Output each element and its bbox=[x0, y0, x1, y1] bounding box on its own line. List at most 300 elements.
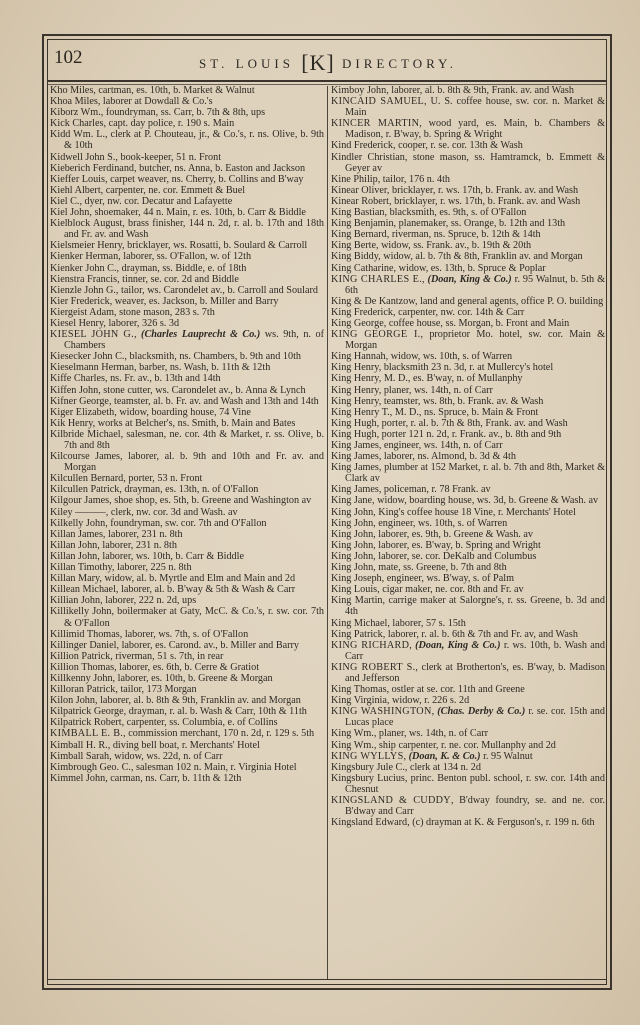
entry-name: King Henry bbox=[331, 395, 379, 407]
entry-details: , ns. Fr. av., b. 13th and 14th bbox=[104, 373, 221, 385]
entry-name: Kimboy John bbox=[331, 85, 387, 96]
entry-details: , ship carpenter, r. ne. cor. Mullanphy and 2d bbox=[373, 739, 556, 751]
entry-details: , proprietor Mo. hotel, sw. cor. Main & Morgan bbox=[345, 329, 605, 352]
entry-details: , drayman, es. 13th, n. of O'Fallon bbox=[119, 484, 259, 496]
entry-details: , commission merchant, 170 n. 2d, r. 129 s. 5th bbox=[123, 728, 315, 740]
directory-entry bbox=[331, 540, 605, 551]
directory-entry bbox=[331, 251, 605, 262]
directory-entry bbox=[331, 140, 605, 151]
entry-name: Kiley ——— bbox=[50, 506, 106, 518]
entry-name: KING WASHINGTON bbox=[331, 706, 432, 718]
entry-name: Kielsmeier Henry bbox=[50, 240, 123, 252]
entry-name: Kingsbury Lucius bbox=[331, 772, 405, 784]
entry-name: King Henry bbox=[331, 373, 379, 385]
directory-entry bbox=[331, 373, 605, 384]
entry-name: KINCAID SAMUEL bbox=[331, 96, 425, 108]
entry-name: Kiel John bbox=[50, 207, 90, 219]
entry-name: King Catharine bbox=[331, 262, 394, 274]
entry-details: r. ws. 10th, b. Wash and Carr bbox=[345, 639, 605, 662]
directory-entry: KING WASHINGTON, (Chas. Derby & Co.) r. se. cor. 15th and Lucas place bbox=[331, 706, 605, 729]
entry-name: KING RICHARD bbox=[331, 639, 410, 651]
directory-entry bbox=[50, 185, 324, 196]
entry-name: KIMBALL E. B. bbox=[50, 728, 124, 740]
entry-name: Killean Michael bbox=[50, 584, 116, 596]
entry-details: , riverman, 51 s. 7th, in rear bbox=[110, 650, 224, 662]
entry-name: Khoa Miles bbox=[50, 96, 98, 108]
entry-name: Kidd Wm. L. bbox=[50, 129, 106, 141]
entry-name: Kilon John bbox=[50, 695, 95, 707]
entry-details: , land and general agents, office P. O. building bbox=[414, 295, 604, 307]
directory-entry bbox=[50, 695, 324, 706]
entry-name: Kingsbury Jule C. bbox=[331, 761, 405, 773]
directory-entry bbox=[331, 695, 605, 706]
entry-name: Kho Miles bbox=[50, 85, 94, 96]
entry-details: , salesman 102 n. Main, r. Virginia Hotel bbox=[130, 761, 297, 773]
directory-entry bbox=[331, 584, 605, 595]
directory-entry bbox=[50, 640, 324, 651]
entry-name: Kienker John C. bbox=[50, 262, 117, 274]
entry-details: , U. S. coffee house, sw. cor. n. Market & Main bbox=[345, 96, 606, 119]
directory-entry bbox=[331, 562, 605, 573]
entry-details: , laborer, es. Carond. av., b. Miller and Barry bbox=[116, 639, 300, 651]
directory-entry bbox=[50, 251, 324, 262]
entry-details: , laborer, 225 n. 8th bbox=[111, 562, 192, 574]
entry-name: Killimid Thomas bbox=[50, 628, 120, 640]
directory-entry bbox=[50, 606, 324, 628]
entry-details: , King's coffee house 18 Vine, r. Merchants' Hotel bbox=[373, 506, 576, 518]
directory-entry bbox=[50, 540, 324, 551]
entry-name: Kifner George bbox=[50, 395, 109, 407]
directory-entry bbox=[331, 740, 605, 751]
entry-details: , foundryman, sw. cor. 7th and O'Fallon bbox=[105, 517, 267, 529]
entry-name: Kieffer Louis bbox=[50, 173, 105, 185]
entry-details: , carman, ns. Carr, b. 11th & 12th bbox=[105, 772, 242, 784]
entry-name: Killion Thomas bbox=[50, 661, 115, 673]
directory-entry bbox=[50, 651, 324, 662]
entry-name: King Patrick bbox=[331, 628, 383, 640]
directory-entry bbox=[331, 185, 605, 196]
entry-name: King John bbox=[331, 506, 374, 518]
entry-details: , laborer, r. al. b. 6th & 7th and Fr. av, and Wash bbox=[382, 628, 578, 640]
directory-entry bbox=[50, 373, 324, 384]
directory-entry bbox=[331, 662, 605, 684]
entry-name: Killkenny John bbox=[50, 672, 113, 684]
entry-name: KINCER MARTIN bbox=[331, 118, 420, 130]
directory-entry bbox=[331, 507, 605, 518]
directory-entry bbox=[50, 728, 324, 739]
entry-details: , widow, ws. 22d, n. of Carr bbox=[109, 750, 223, 762]
entry-details: , cooper, r. se. cor. 13th & Wash bbox=[392, 140, 523, 152]
directory-entry bbox=[50, 518, 324, 529]
entry-firm: (Chas. Derby & Co.) bbox=[437, 706, 526, 718]
entry-details: , cartman, es. 10th, b. Market & Walnut bbox=[93, 85, 255, 96]
directory-entry bbox=[50, 362, 324, 373]
directory-entry: KING WYLLYS, (Doan, K. & Co.) r. 95 Walnut bbox=[331, 750, 533, 762]
entry-details: , boilermaker at Gaty, McC. & Co.'s, r. sw. cor. 7th & O'Fallon bbox=[64, 606, 324, 629]
page-header bbox=[52, 44, 604, 74]
entry-name: Kilcullen Bernard bbox=[50, 473, 124, 485]
entry-name: King James bbox=[331, 451, 379, 463]
directory-entry bbox=[50, 296, 324, 307]
entry-details: , carpenter, ss. Columbia, e. of Collins bbox=[121, 717, 278, 729]
entry-details: , widow, boarding house, 74 Vine bbox=[114, 406, 251, 418]
directory-entry bbox=[331, 684, 605, 695]
entry-details: , riverman, ns. Spruce, b. 12th & 14th bbox=[386, 229, 541, 241]
directory-entry bbox=[331, 518, 605, 529]
directory-entry bbox=[331, 407, 605, 418]
directory-entry bbox=[331, 207, 605, 218]
entry-name: Kilkelly John bbox=[50, 517, 106, 529]
running-title-right: DIRECTORY. bbox=[342, 56, 458, 71]
directory-entry bbox=[331, 462, 605, 484]
directory-entry bbox=[331, 451, 605, 462]
entry-details: , barber, ns. Wash, b. 11th & 12th bbox=[134, 362, 271, 374]
entry-details: , capt. day police, r. 190 s. Main bbox=[103, 118, 235, 130]
entry-name: Killan Timothy bbox=[50, 562, 112, 574]
entry-details: , laborer, ws. 7th, s. of O'Fallon bbox=[119, 628, 249, 640]
directory-entry bbox=[50, 174, 324, 185]
entry-details: , mate, ss. Greene, b. 7th and 8th bbox=[373, 562, 507, 574]
entry-name: Kimball H. R. bbox=[50, 739, 108, 751]
header-rule bbox=[48, 80, 606, 82]
directory-entry bbox=[50, 584, 324, 595]
entry-name: Kiger Elizabeth bbox=[50, 406, 115, 418]
directory-entry bbox=[50, 507, 324, 518]
entry-name: King John bbox=[331, 517, 374, 529]
entry-name: KING ROBERT S. bbox=[331, 661, 416, 673]
running-title-letter: [K] bbox=[301, 50, 335, 75]
directory-entry bbox=[331, 329, 605, 351]
directory-entry: KING CHARLES E., (Doan, King & Co.) r. 95 Walnut, b. 5th & 6th bbox=[331, 273, 606, 296]
entry-details: , works at Belcher's, ns. Smith, b. Main and Bates bbox=[92, 417, 296, 429]
directory-entry bbox=[50, 163, 324, 174]
directory-entry bbox=[331, 229, 605, 240]
directory-entry bbox=[331, 817, 605, 828]
entry-details: , M. D., ns. Spruce, b. Main & Front bbox=[389, 406, 539, 418]
directory-entry bbox=[50, 473, 324, 484]
entry-name: Kind Frederick bbox=[331, 140, 393, 152]
entry-details: , bricklayer, r. ws. 17th, b. Frank. av. and Wash bbox=[386, 184, 579, 196]
entry-details: , clerk at P. Chouteau, jr., & Co.'s, r. ns. Olive, b. 9th & 10th bbox=[64, 129, 324, 152]
entry-name: Kingsland Edward bbox=[331, 817, 408, 829]
directory-entry bbox=[50, 562, 324, 573]
entry-details: , cigar maker, ne. cor. 8th and Fr. av bbox=[377, 584, 524, 596]
entry-firm: (Doan, King & Co.) bbox=[415, 639, 501, 651]
entry-details: , teamster, al. b. Fr. av. and Wash and 13th and 14th bbox=[108, 395, 319, 407]
entry-name: Killan James bbox=[50, 528, 103, 540]
entry-name: King John bbox=[331, 539, 374, 551]
directory-entry bbox=[331, 152, 605, 174]
entry-name: Killian John bbox=[50, 595, 101, 607]
directory-entry bbox=[50, 85, 324, 96]
directory-entry bbox=[331, 318, 605, 329]
directory-entry bbox=[50, 196, 324, 207]
directory-entry bbox=[50, 418, 324, 429]
entry-firm: (Doan, K. & Co.) bbox=[408, 750, 481, 762]
entry-details: , laborer, 231 n. 8th bbox=[97, 539, 177, 551]
entry-details: , (c) drayman at K. & Ferguson's, r. 199 n. 6th bbox=[407, 817, 595, 829]
directory-entry bbox=[50, 595, 324, 606]
entry-name: King Bastian bbox=[331, 207, 385, 219]
entry-name: Kine Philip bbox=[331, 173, 378, 185]
entry-details: , clerk at 134 n. 2d bbox=[404, 761, 481, 773]
entry-details: , planer, ws. 14th, n. of Carr bbox=[378, 384, 493, 396]
entry-details: , tinner, se. cor. 2d and Biddle bbox=[117, 273, 239, 285]
entry-details: , laborer, al. b. 8th & 9th, Frank. av. and Wash bbox=[386, 85, 574, 96]
entry-name: King Michael bbox=[331, 617, 388, 629]
directory-entry bbox=[331, 96, 605, 118]
entry-name: Kiborz Wm. bbox=[50, 107, 101, 119]
entry-details: , engineer, ws. B'way, s. of Palm bbox=[381, 573, 514, 585]
entry-details: , plumber at 152 Market, r. al. b. 7th and 8th, Market & Clark av bbox=[345, 462, 605, 485]
entry-name: Kiel C. bbox=[50, 195, 80, 207]
entry-name: King Wm. bbox=[331, 739, 374, 751]
directory-entry bbox=[331, 174, 605, 185]
entry-name: Kilcourse James bbox=[50, 451, 121, 463]
entry-name: King Frederick bbox=[331, 306, 393, 318]
bottom-rule bbox=[48, 979, 606, 980]
entry-name: Kinear Oliver bbox=[331, 184, 387, 196]
entry-name: King & De Kantzow bbox=[331, 295, 415, 307]
left-column bbox=[50, 85, 324, 784]
entry-name: KIESEL JOHN G. bbox=[50, 329, 134, 341]
directory-entry bbox=[50, 407, 324, 418]
entry-details: , wood yard, es. Main, b. Chambers & Madison, r. B'way, b. Spring & Wright bbox=[345, 118, 606, 141]
directory-entry bbox=[50, 740, 324, 751]
entry-details: , widow, al. b. Myrtle and Elm and Main and 2d bbox=[99, 573, 296, 585]
directory-entry bbox=[331, 440, 605, 451]
directory-entry bbox=[50, 673, 324, 684]
entry-name: KING WYLLYS bbox=[331, 750, 404, 762]
entry-details: , porter, 53 n. Front bbox=[123, 473, 203, 485]
entry-details: , tailor, 176 n. 4th bbox=[377, 173, 451, 185]
entry-details: , blacksmith 23 n. 3d, r. at Mullercy's hotel bbox=[378, 362, 554, 374]
entry-name: King Louis bbox=[331, 584, 378, 596]
directory-entry bbox=[50, 629, 324, 640]
entry-name: King Bernard bbox=[331, 229, 387, 241]
entry-firm: (Doan, King & Co.) bbox=[427, 273, 512, 285]
entry-details: , book-keeper, 51 n. Front bbox=[115, 151, 222, 163]
directory-entry bbox=[50, 263, 324, 274]
entry-details: , laborer, 57 s. 15th bbox=[387, 617, 466, 629]
entry-name: Killan John bbox=[50, 550, 98, 562]
directory-entry bbox=[50, 484, 324, 495]
entry-details: , laborer, al. b. 9th and 10th and Fr. av. and Morgan bbox=[64, 451, 324, 474]
entry-name: Kimbrough Geo. C. bbox=[50, 761, 131, 773]
directory-entry bbox=[331, 551, 605, 562]
directory-entry bbox=[50, 551, 324, 562]
directory-entry bbox=[50, 429, 324, 451]
entry-name: Kidwell John S. bbox=[50, 151, 116, 163]
entry-details: , blacksmith, es. 9th, s. of O'Fallon bbox=[384, 207, 527, 219]
entry-details: , stone mason, ss. Hamtramck, b. Emmett & Geyer av bbox=[345, 151, 605, 174]
entry-details: , bricklayer, r. ws. 17th, b. Frank. av. and Wash bbox=[389, 195, 581, 207]
entry-name: Killion Patrick bbox=[50, 650, 111, 662]
entry-name: Kiesecker John C. bbox=[50, 351, 125, 363]
entry-details: , policeman, r. 78 Frank. av bbox=[378, 484, 491, 496]
directory-entry bbox=[331, 240, 605, 251]
entry-name: Kimmel John bbox=[50, 772, 106, 784]
directory-entry bbox=[331, 263, 605, 274]
directory-entry bbox=[50, 751, 324, 762]
entry-details: , laborer, es. B'way, b. Spring and Wright bbox=[373, 539, 541, 551]
entry-name: Killan Mary bbox=[50, 573, 100, 585]
directory-entry bbox=[331, 418, 605, 429]
entry-name: Kinear Robert bbox=[331, 195, 389, 207]
entry-details: , drayman, ss. Biddle, e. of 18th bbox=[116, 262, 247, 274]
directory-entry bbox=[331, 85, 605, 96]
entry-details: , salesman, ne. cor. 4th & Market, r. ss. Olive, b. 7th and 8th bbox=[64, 428, 325, 451]
entry-name: King James bbox=[331, 484, 379, 496]
entry-details: , laborer, al. b. B'way & 5th & Wash & Carr bbox=[115, 584, 296, 596]
entry-details: , laborer at Dowdall & Co.'s bbox=[97, 96, 213, 108]
right-column bbox=[331, 85, 605, 828]
entry-details: , drayman, r. al. b. Wash & Carr, 10th & 11th bbox=[123, 706, 307, 718]
entry-name: King George bbox=[331, 317, 384, 329]
running-title-left: ST. LOUIS bbox=[198, 56, 294, 71]
entry-details: , widow, ss. Frank. av., b. 19th & 20th bbox=[375, 240, 532, 252]
entry-details: , B'dway foundry, se. and ne. cor. B'dway and Carr bbox=[345, 795, 606, 818]
entry-firm: (Charles Lauprecht & Co.) bbox=[141, 329, 261, 341]
entry-name: KING GEORGE I. bbox=[331, 329, 421, 341]
directory-entry bbox=[331, 595, 605, 617]
directory-entry bbox=[331, 762, 605, 773]
directory-entry bbox=[331, 362, 605, 373]
directory-entry bbox=[331, 773, 605, 795]
running-title bbox=[52, 48, 604, 74]
entry-details: , engineer, ws. 14th, n. of Carr bbox=[378, 440, 503, 451]
entry-name: Kienstra Francis bbox=[50, 273, 118, 285]
directory-entry bbox=[50, 351, 324, 362]
entry-name: King James bbox=[331, 440, 379, 451]
directory-entry bbox=[50, 706, 324, 717]
directory-entry bbox=[50, 240, 324, 251]
entry-name: Kilpatrick George bbox=[50, 706, 124, 718]
directory-entry bbox=[50, 285, 324, 296]
entry-name: King Joseph bbox=[331, 573, 382, 585]
entry-details: , planer, ws. 14th, n. of Carr bbox=[373, 728, 489, 740]
directory-entry bbox=[331, 429, 605, 440]
directory-entry bbox=[331, 396, 605, 407]
entry-name: Kilbride Michael bbox=[50, 428, 121, 440]
directory-entry bbox=[50, 118, 324, 129]
entry-name: King Biddy bbox=[331, 251, 379, 263]
entry-name: King John bbox=[331, 562, 374, 574]
directory-entry bbox=[50, 573, 324, 584]
entry-name: Kieselmann Herman bbox=[50, 362, 135, 374]
entry-details: , clerk at Brotherton's, es. B'way, b. Madison and Jefferson bbox=[345, 661, 605, 684]
entry-name: Kik Henry bbox=[50, 417, 93, 429]
entry-details: , clerk, nw. cor. 3d and Wash. av bbox=[105, 506, 238, 518]
entry-name: Kieberich Ferdinand bbox=[50, 162, 135, 174]
entry-name: King Benjamin bbox=[331, 218, 394, 230]
entry-name: Kienker Herman bbox=[50, 251, 119, 263]
directory-entry bbox=[50, 451, 324, 473]
entry-details: , widow, ws. 10th, s. of Warren bbox=[385, 351, 513, 363]
entry-details: , laborer, es. 6th, b. Cerre & Gratiot bbox=[114, 661, 260, 673]
entry-name: Kick Charles bbox=[50, 118, 104, 130]
entry-details: , teamster, ws. 8th, b. Frank. av. & Wash bbox=[378, 395, 544, 407]
entry-name: King Henry bbox=[331, 362, 379, 374]
entry-details: , carpet weaver, ns. Cherry, b. Collins and B'way bbox=[104, 173, 304, 185]
entry-details: , laborer, 326 s. 3d bbox=[103, 317, 180, 329]
entry-details: , coffee house, ss. Morgan, b. Front and Main bbox=[383, 317, 570, 329]
column-divider bbox=[327, 86, 328, 979]
entry-name: Kiesel Henry bbox=[50, 317, 104, 329]
entry-name: Kiffen John bbox=[50, 384, 99, 396]
entry-details: , widow, al. b. 7th & 8th, Franklin av. and Morgan bbox=[378, 251, 583, 263]
entry-name: Kiehl Albert bbox=[50, 184, 101, 196]
directory-entry: KING RICHARD, (Doan, King & Co.) r. ws. 10th, b. Wash and Carr bbox=[331, 639, 605, 662]
entry-details: , laborer, al. b. 8th & 9th, Franklin av. and Morgan bbox=[95, 695, 301, 707]
entry-name: King Henry T. bbox=[331, 406, 390, 418]
entry-name: Kienzle John G. bbox=[50, 284, 116, 296]
entry-name: King John bbox=[331, 550, 374, 562]
directory-entry bbox=[50, 152, 324, 163]
entry-name: KINGSLAND & CUDDY bbox=[331, 795, 451, 806]
entry-details: , shoe shop, es. 5th, b. Greene and Washington av bbox=[109, 495, 312, 507]
entry-details: , carpenter, nw. cor. 14th & Carr bbox=[392, 306, 525, 318]
directory-entry bbox=[331, 296, 605, 307]
directory-entry bbox=[331, 495, 605, 506]
entry-name: Killoran Patrick bbox=[50, 684, 116, 696]
directory-entry bbox=[50, 307, 324, 318]
entry-name: King Hugh bbox=[331, 428, 377, 440]
entry-details: , laborer, 231 n. 8th bbox=[102, 528, 183, 540]
directory-entry bbox=[331, 529, 605, 540]
directory-entry bbox=[331, 795, 605, 817]
directory-entry bbox=[50, 96, 324, 107]
entry-details: , engineer, ws. 10th, s. of Warren bbox=[373, 517, 508, 529]
directory-entry bbox=[331, 385, 605, 396]
entry-name: Kier Frederick bbox=[50, 295, 110, 307]
entry-details: , dyer, nw. cor. Decatur and Lafayette bbox=[79, 195, 233, 207]
entry-details: , laborer, ss. O'Fallon, w. of 12th bbox=[118, 251, 252, 263]
entry-details: , princ. Benton publ. school, r. sw. cor. 14th and Chesnut bbox=[345, 772, 605, 795]
entry-name: Kielblock August bbox=[50, 218, 123, 230]
entry-details: ws. 9th, n. of Chambers bbox=[64, 329, 324, 352]
directory-entry bbox=[331, 218, 605, 229]
directory-entry bbox=[50, 529, 324, 540]
entry-name: KING CHARLES E. bbox=[331, 273, 423, 285]
directory-entry bbox=[50, 218, 324, 240]
entry-details: , stone mason, 283 s. 7th bbox=[114, 306, 215, 318]
entry-details: , widow, es. 13th, b. Spruce & Poplar bbox=[393, 262, 546, 274]
entry-name: King John bbox=[331, 528, 374, 540]
entry-details: , laborer, ns. Almond, b. 3d & 4th bbox=[378, 451, 516, 463]
entry-details: , butcher, ns. Anna, b. Easton and Jackson bbox=[134, 162, 306, 174]
entry-name: Kilgour James bbox=[50, 495, 110, 507]
entry-details: , widow, boarding house, ws. 3d, b. Greene & Wash. av bbox=[372, 495, 599, 507]
directory-entry bbox=[331, 307, 605, 318]
entry-details: , laborer, se. cor. DeKalb and Columbus bbox=[373, 550, 537, 562]
entry-details: , porter, r. al. b. 7th & 8th, Frank. av. and Wash bbox=[376, 417, 568, 429]
entry-details: , diving bell boat, r. Merchants' Hotel bbox=[107, 739, 260, 751]
entry-details: , carpenter, ne. cor. Emmett & Buel bbox=[100, 184, 246, 196]
entry-name: King Henry bbox=[331, 384, 379, 396]
entry-name: Kilpatrick Robert bbox=[50, 717, 122, 729]
entry-name: Killan John bbox=[50, 539, 98, 551]
entry-name: King Hugh bbox=[331, 417, 377, 429]
entry-details: , tailor, 173 Morgan bbox=[115, 684, 197, 696]
entry-name: Kimball Sarah bbox=[50, 750, 110, 762]
directory-entry bbox=[331, 484, 605, 495]
entry-details: , tailor, ws. Carondelet av., b. Carroll and Soulard bbox=[115, 284, 318, 296]
entry-name: Kindler Christian bbox=[331, 151, 405, 163]
entry-name: King Jane bbox=[331, 495, 373, 507]
entry-name: Kiergeist Adam bbox=[50, 306, 115, 318]
entry-details: , carrige maker at Salorgne's, r. ss. Greene, b. 3d and 4th bbox=[345, 595, 605, 618]
